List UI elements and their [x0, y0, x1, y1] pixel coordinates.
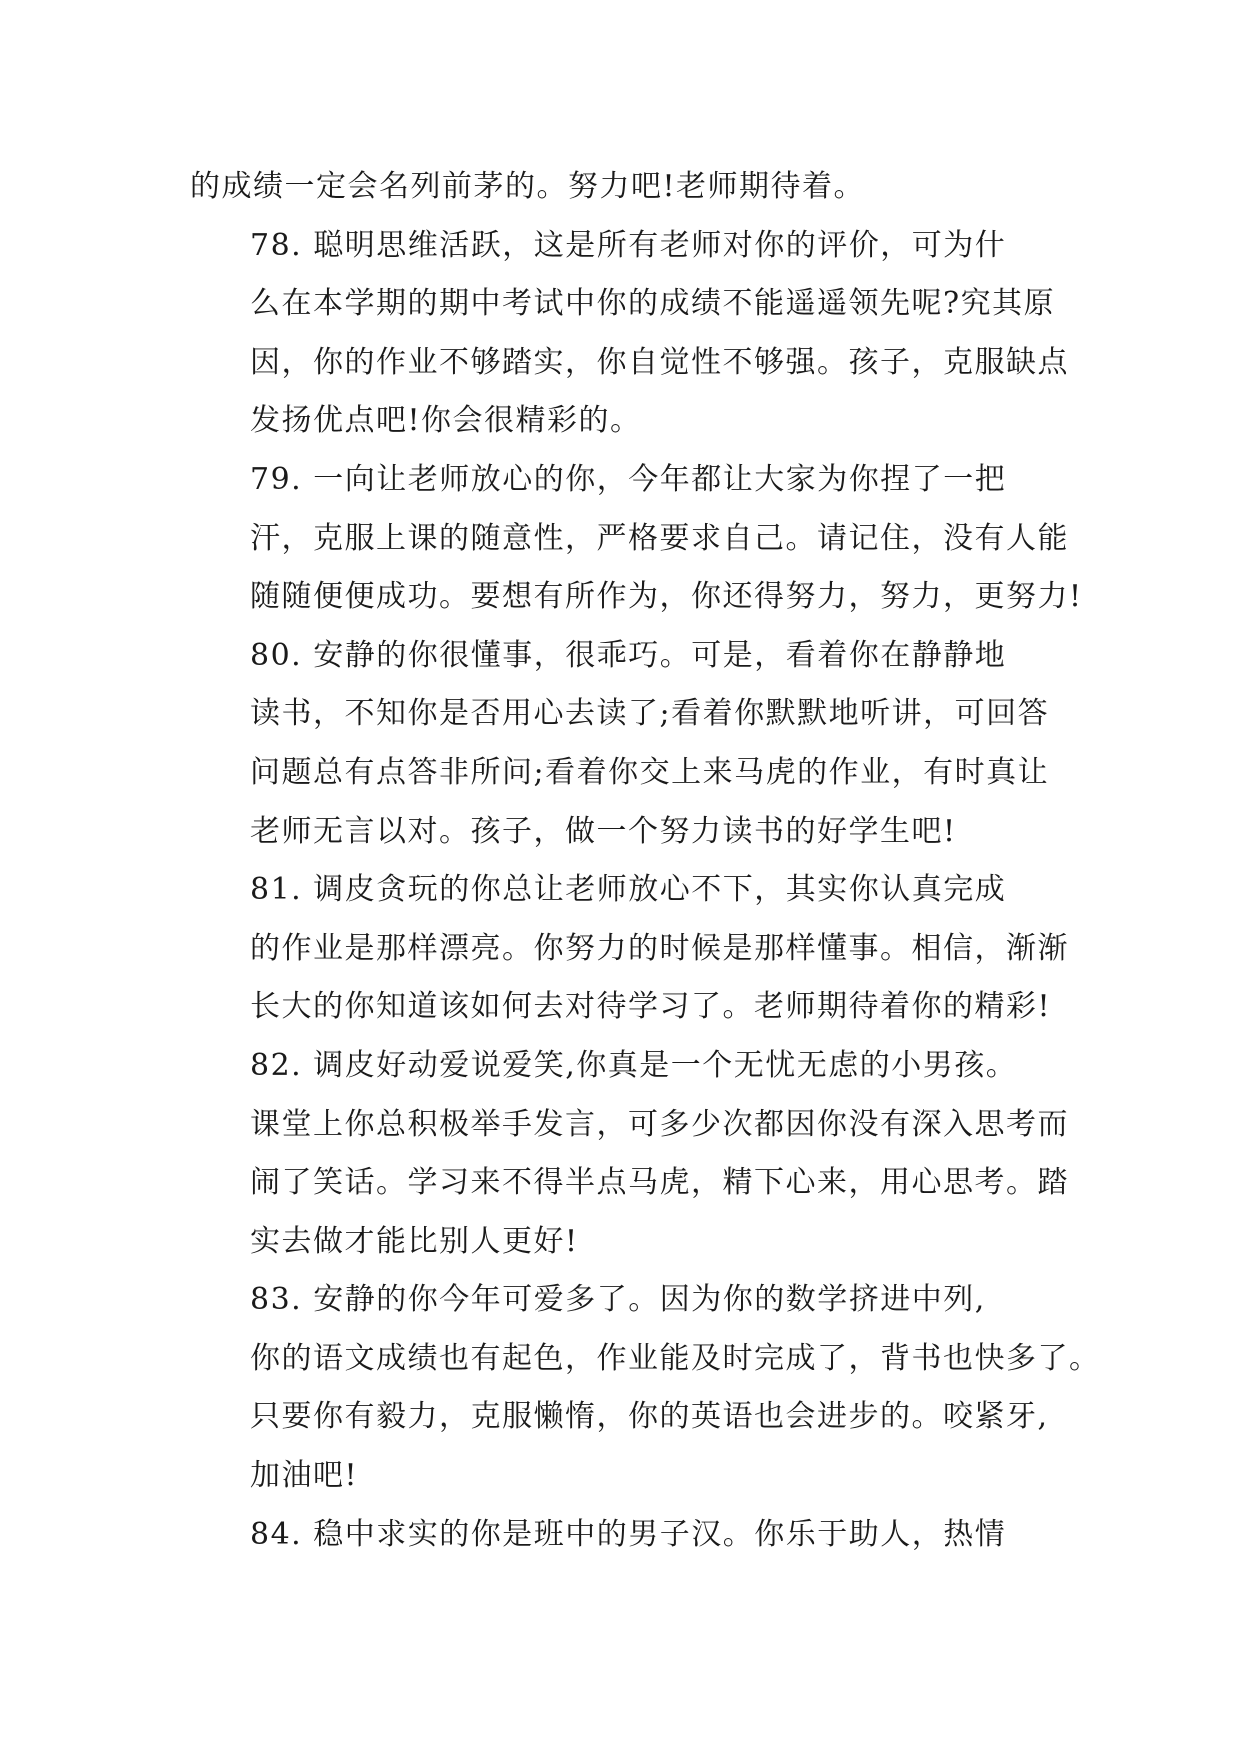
text-line: 因，你的作业不够踏实，你自觉性不够强。孩子，克服缺点	[250, 344, 1069, 380]
paragraph-p78	[190, 217, 1069, 451]
text-line: 加油吧!	[250, 1458, 359, 1494]
text-line: 汗，克服上课的随意性，严格要求自己。请记住，没有人能	[250, 520, 1069, 556]
text-line: 82. 调皮好动爱说爱笑,你真是一个无忧无虑的小男孩。	[250, 1047, 1018, 1083]
text-line: 84. 稳中求实的你是班中的男子汉。你乐于助人，热情	[250, 1516, 1007, 1552]
paragraph-p80	[190, 627, 1050, 861]
text-line: 你的语文成绩也有起色，作业能及时完成了，背书也快多了。	[250, 1340, 1101, 1376]
text-line: 发扬优点吧!你会很精彩的。	[250, 403, 642, 439]
text-line: 实去做才能比别人更好!	[250, 1223, 579, 1259]
paragraph-p79	[190, 451, 1083, 627]
text-line: 78. 聪明思维活跃，这是所有老师对你的评价，可为什	[250, 227, 1007, 263]
text-line: 问题总有点答非所问;看着你交上来马虎的作业，有时真让	[250, 754, 1050, 790]
text-line: 79. 一向让老师放心的你，今年都让大家为你捏了一把	[250, 461, 1007, 497]
paragraph-p82	[190, 1037, 1069, 1271]
text-line: 课堂上你总积极举手发言，可多少次都因你没有深入思考而	[250, 1106, 1069, 1142]
paragraph-p84	[190, 1506, 1050, 1565]
paragraph-p83	[190, 1271, 1101, 1505]
text-line: 长大的你知道该如何去对待学习了。老师期待着你的精彩!	[250, 989, 1052, 1025]
text-line: 随随便便成功。要想有所作为，你还得努力，努力，更努力!	[250, 579, 1083, 615]
text-line: 只要你有毅力，克服懒惰，你的英语也会进步的。咬紧牙,	[250, 1399, 1049, 1435]
text-line: 的作业是那样漂亮。你努力的时候是那样懂事。相信，渐渐	[250, 930, 1069, 966]
document-body	[190, 158, 1101, 1564]
text-line: 老师无言以对。孩子，做一个努力读书的好学生吧!	[250, 813, 957, 849]
text-line: 80. 安静的你很懂事，很乖巧。可是，看着你在静静地	[250, 637, 1007, 673]
text-line: 么在本学期的期中考试中你的成绩不能遥遥领先呢?究其原	[250, 286, 1056, 322]
text-line: 读书，不知你是否用心去读了;看着你默默地听讲，可回答	[250, 696, 1050, 732]
text-line: 的成绩一定会名列前茅的。努力吧!老师期待着。	[190, 169, 866, 204]
paragraph-p81	[190, 861, 1069, 1037]
paragraph-p77-end	[190, 158, 1050, 217]
text-line: 83. 安静的你今年可爱多了。因为你的数学挤进中列,	[250, 1282, 986, 1318]
text-line: 闹了笑话。学习来不得半点马虎，精下心来，用心思考。踏	[250, 1165, 1069, 1201]
text-line: 81. 调皮贪玩的你总让老师放心不下，其实你认真完成	[250, 872, 1007, 908]
